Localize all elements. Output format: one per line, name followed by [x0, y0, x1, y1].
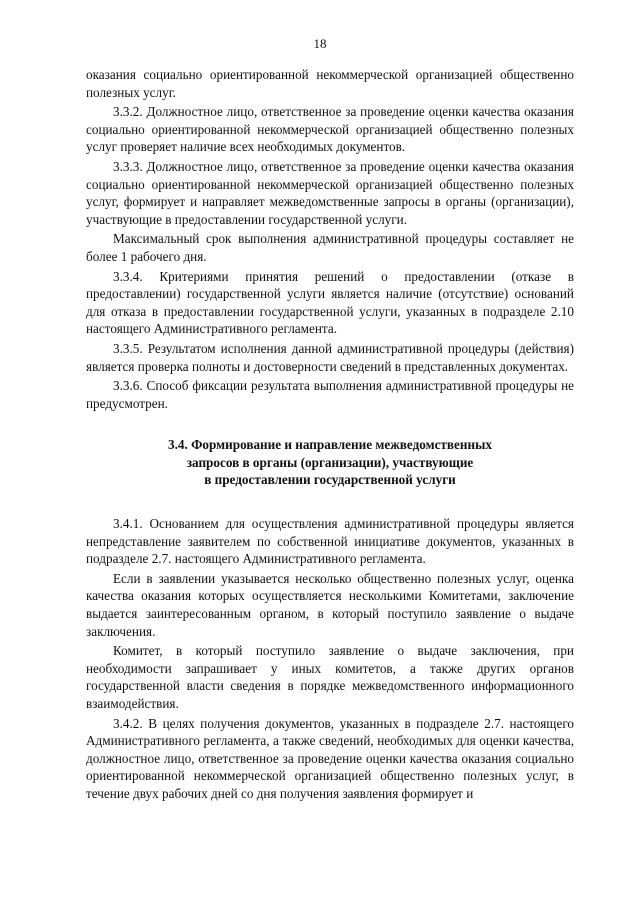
paragraphs-before-heading [86, 66, 574, 412]
paragraph: 3.3.5. Результатом исполнения данной административной процедуры (действия) является проверка полноты и достоверности сведений в представленных документах. [86, 340, 574, 374]
paragraph: 3.4.1. Основанием для осуществления административной процедуры является непредставление заявителем по собственной инициативе документов, указанных в подразделе 2.7. настоящего Административного регламента. [86, 516, 574, 567]
section-heading-line: в предоставлении государственной услуги [204, 472, 456, 488]
paragraph: 3.3.2. Должностное лицо, ответственное за проведение оценки качества оказания социально ориентированной некоммерческой организацией общественно полезных услуг проверяет наличие всех необходимых документов. [86, 104, 574, 155]
paragraph: 3.4.2. В целях получения документов, указанных в подразделе 2.7. настоящего Административного регламента, а также сведений, необходимых для оценки качества, должностное лицо, ответственное за проведение оценки качества оказания социально ориентированной некоммерческой организацией общественно полезных услуг, в течение двух рабочих дней со дня получения заявления формирует и [86, 715, 574, 801]
page-number: 18 [313, 36, 327, 51]
paragraph: Комитет, в который поступило заявление о выдаче заключения, при необходимости запрашивает у иных комитетов, а также других органов государственной власти сведения в порядке межведомственного информационного взаимодействия. [86, 643, 574, 711]
paragraph: Максимальный срок выполнения административной процедуры составляет не более 1 рабочего дня. [86, 231, 574, 264]
paragraph: 3.3.3. Должностное лицо, ответственное за проведение оценки качества оказания социально ориентированной некоммерческой организацией общественно полезных услуг, формирует и направляет межведомственные запросы в органы (организации), участвующие в предоставлении государственной услуги. [86, 158, 574, 227]
section-heading [86, 436, 574, 489]
document-body [86, 66, 574, 803]
paragraphs-after-heading [86, 515, 574, 803]
section-heading-line: 3.4. Формирование и направление межведомственных [168, 437, 492, 453]
paragraph: 3.3.6. Способ фиксации результата выполнения административной процедуры не предусмотрен. [86, 378, 574, 411]
section-heading-line: запросов в органы (организации), участвующие [186, 454, 474, 470]
paragraph: оказания социально ориентированной некоммерческой организацией общественно полезных услуг. [86, 67, 574, 100]
paragraph: 3.3.4. Критериями принятия решений о предоставлении (отказе в предоставлении) государственной услуги является наличие (отсутствие) оснований для отказа в предоставлении государственной услуги, указанных в подразделе 2.10 настоящего Административного регламента. [86, 268, 574, 337]
paragraph: Если в заявлении указывается несколько общественно полезных услуг, оценка качества оказания которых осуществляется несколькими Комитетами, заключение выдается заинтересованным органом, в который поступило заявление о выдаче заключения. [86, 570, 574, 639]
